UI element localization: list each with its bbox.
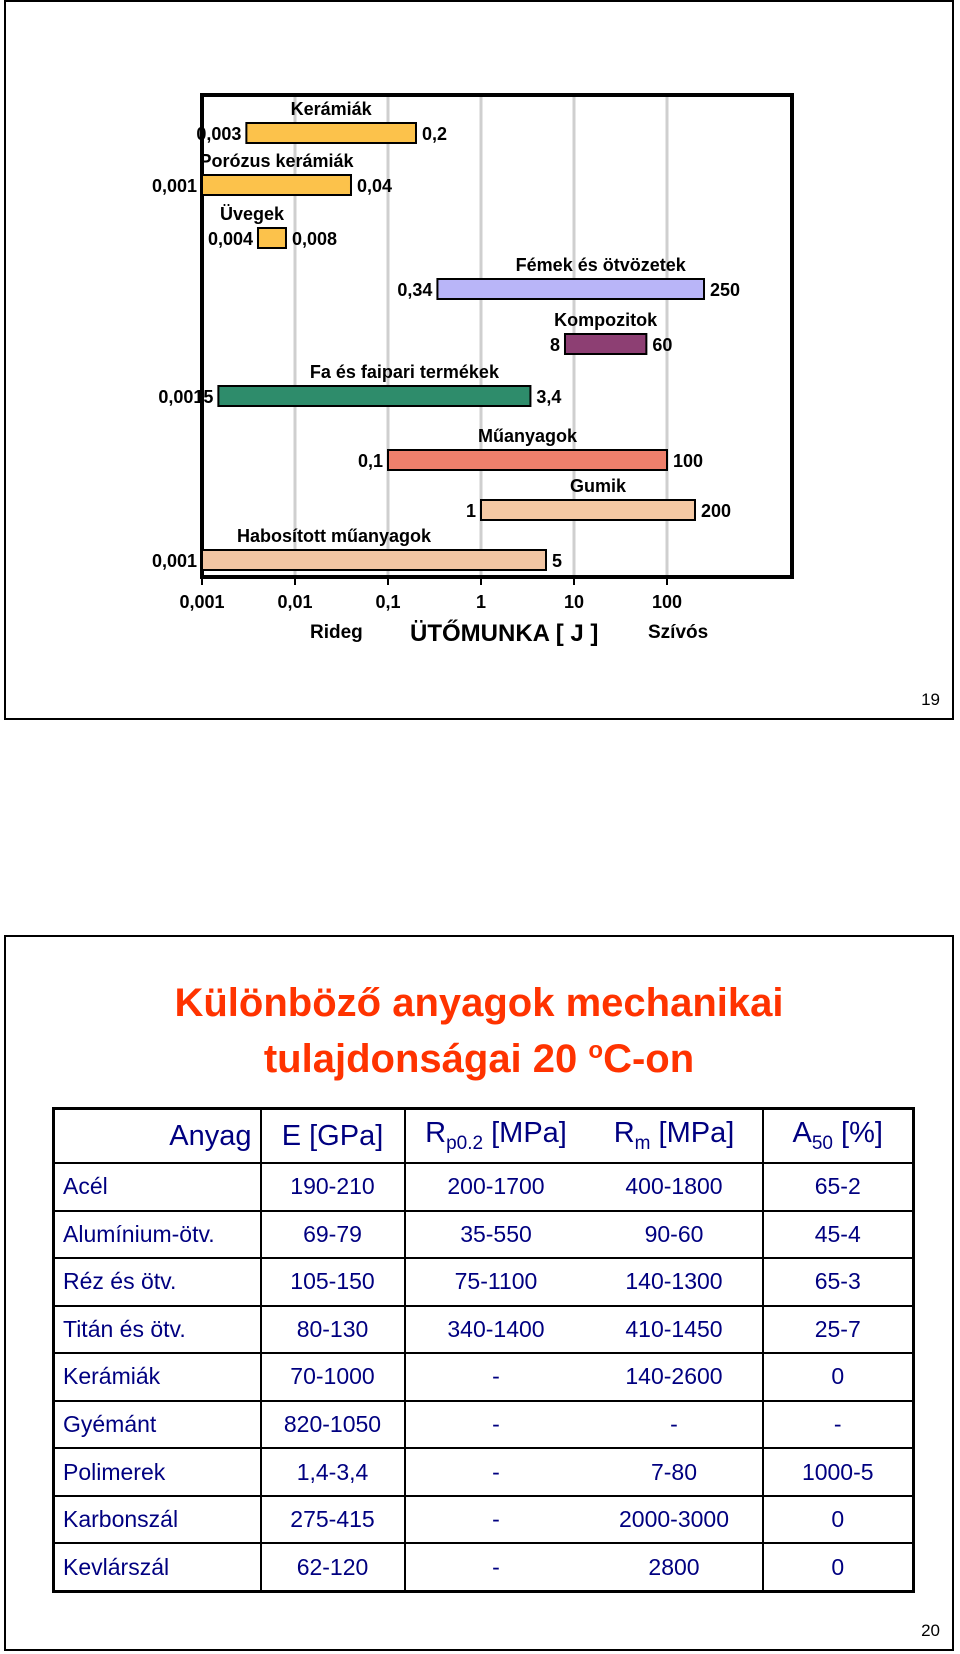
value-cell: 65-3 xyxy=(763,1258,914,1306)
value-cell: 400-1800 xyxy=(587,1163,763,1211)
value-cell: 0 xyxy=(763,1353,914,1401)
slide-20 xyxy=(4,935,954,1651)
value-cell: 140-1300 xyxy=(587,1258,763,1306)
slide-title xyxy=(6,975,952,1087)
bar-min-label: 0,001 xyxy=(151,176,197,196)
value-cell: - xyxy=(587,1401,763,1449)
value-cell: 0 xyxy=(763,1543,914,1591)
x-tick-label: 0,01 xyxy=(277,592,313,612)
value-cell: 0 xyxy=(763,1496,914,1544)
bar-min-label: 0,004 xyxy=(207,229,253,249)
value-cell: 340-1400 xyxy=(405,1306,587,1354)
value-cell: 820-1050 xyxy=(261,1401,405,1449)
x-tick-label: 0,001 xyxy=(179,592,225,612)
header-a: $A_{50}$ [%] xyxy=(763,1109,914,1164)
bar-min-label: 0,1 xyxy=(357,451,383,471)
header-e: E [GPa] xyxy=(261,1109,405,1164)
page-number: 19 xyxy=(921,690,940,709)
material-name-cell: Kevlárszál xyxy=(54,1543,261,1591)
x-note-szivos: Szívós xyxy=(648,622,709,643)
value-cell: 410-1450 xyxy=(587,1306,763,1354)
bar-max-label: 60 xyxy=(652,335,673,355)
bar-min-label: 0,003 xyxy=(196,124,242,144)
value-cell: 1000-5 xyxy=(763,1448,914,1496)
range-bar xyxy=(388,450,667,470)
material-name-cell: Alumínium-ötv. xyxy=(54,1211,261,1259)
bar-category-label: Kerámiák xyxy=(290,99,372,119)
x-tick-label: 1 xyxy=(475,592,487,612)
bar-category-label: Fémek és ötvözetek xyxy=(515,255,686,275)
value-cell: 140-2600 xyxy=(587,1353,763,1401)
table-row xyxy=(54,1496,914,1544)
page-number: 20 xyxy=(921,1621,940,1640)
range-bar xyxy=(565,334,646,354)
x-note-rideg: Rideg xyxy=(310,622,363,643)
range-bar-group xyxy=(196,99,447,144)
value-cell: 275-415 xyxy=(261,1496,405,1544)
range-bar xyxy=(202,175,351,195)
value-cell: 200-1700 xyxy=(405,1163,587,1211)
range-bar-group xyxy=(550,310,672,355)
bar-category-label: Porózus kerámiák xyxy=(199,151,354,171)
range-bar xyxy=(246,123,416,143)
bar-min-label: 0,0015 xyxy=(158,387,214,407)
bar-max-label: 100 xyxy=(673,451,704,471)
bar-min-label: 0,001 xyxy=(151,551,197,571)
bar-min-label: 8 xyxy=(549,335,560,355)
header-rp: $R_{p0.2}$ [MPa] xyxy=(405,1109,587,1164)
value-cell: 190-210 xyxy=(261,1163,405,1211)
value-cell: 90-60 xyxy=(587,1211,763,1259)
value-cell: - xyxy=(405,1496,587,1544)
value-cell: - xyxy=(763,1401,914,1449)
value-cell: 7-80 xyxy=(587,1448,763,1496)
material-name-cell: Réz és ötv. xyxy=(54,1258,261,1306)
value-cell: 70-1000 xyxy=(261,1353,405,1401)
value-cell: 75-1100 xyxy=(405,1258,587,1306)
range-bar-group xyxy=(158,362,561,407)
value-cell: 35-550 xyxy=(405,1211,587,1259)
value-cell: 2000-3000 xyxy=(587,1496,763,1544)
x-tick-label: 10 xyxy=(563,592,585,612)
bar-min-label: 0,34 xyxy=(397,280,433,300)
material-name-cell: Titán és ötv. xyxy=(54,1306,261,1354)
bar-max-label: 250 xyxy=(710,280,741,300)
range-bar-group xyxy=(466,476,731,521)
value-cell: 65-2 xyxy=(763,1163,914,1211)
material-name-cell: Karbonszál xyxy=(54,1496,261,1544)
value-cell: - xyxy=(405,1353,587,1401)
range-bar-group xyxy=(397,255,740,300)
bar-max-label: 5 xyxy=(552,551,563,571)
bar-category-label: Műanyagok xyxy=(477,426,578,446)
impact-energy-chart xyxy=(6,2,952,718)
value-cell: 1,4-3,4 xyxy=(261,1448,405,1496)
range-bar-group xyxy=(208,204,337,249)
range-bar xyxy=(218,386,530,406)
bar-category-label: Gumik xyxy=(569,476,627,496)
table-row xyxy=(54,1258,914,1306)
range-bar-group xyxy=(358,426,703,471)
bar-max-label: 3,4 xyxy=(536,387,562,407)
header-rm: $R_m$ [MPa] xyxy=(587,1109,763,1164)
table-header-row xyxy=(54,1109,914,1164)
value-cell: 69-79 xyxy=(261,1211,405,1259)
value-cell: 105-150 xyxy=(261,1258,405,1306)
value-cell: - xyxy=(405,1543,587,1591)
table-row xyxy=(54,1401,914,1449)
x-axis-label: ÜTŐMUNKA [ J ] xyxy=(410,620,599,647)
header-anyag: Anyag xyxy=(54,1109,261,1164)
bar-category-label: Üvegek xyxy=(219,204,285,224)
range-bar-group xyxy=(152,526,562,571)
table-row xyxy=(54,1211,914,1259)
x-tick-label: 100 xyxy=(651,592,683,612)
material-name-cell: Gyémánt xyxy=(54,1401,261,1449)
value-cell: 2800 xyxy=(587,1543,763,1591)
material-name-cell: Kerámiák xyxy=(54,1353,261,1401)
range-bar xyxy=(437,279,704,299)
properties-table xyxy=(52,1107,915,1593)
table-row xyxy=(54,1448,914,1496)
table-row xyxy=(54,1353,914,1401)
value-cell: - xyxy=(405,1401,587,1449)
table-row xyxy=(54,1163,914,1211)
value-cell: 25-7 xyxy=(763,1306,914,1354)
title-line-1: Különböző anyagok mechanikai xyxy=(174,981,784,1025)
bar-max-label: 0,008 xyxy=(291,229,338,249)
bar-max-label: 200 xyxy=(700,501,732,521)
range-bar xyxy=(202,550,546,570)
value-cell: 62-120 xyxy=(261,1543,405,1591)
material-name-cell: Polimerek xyxy=(54,1448,261,1496)
bar-category-label: Fa és faipari termékek xyxy=(309,362,499,382)
range-bar-group xyxy=(152,151,392,196)
bar-category-label: Kompozitok xyxy=(554,310,658,330)
value-cell: 80-130 xyxy=(261,1306,405,1354)
range-bar xyxy=(481,500,695,520)
title-line-2: tulajdonságai 20 $^o$C-on xyxy=(263,1037,695,1081)
range-bar xyxy=(258,228,286,248)
value-cell: 45-4 xyxy=(763,1211,914,1259)
x-tick-label: 0,1 xyxy=(375,592,401,612)
bar-min-label: 1 xyxy=(465,501,476,521)
material-name-cell: Acél xyxy=(54,1163,261,1211)
bar-category-label: Habosított műanyagok xyxy=(236,526,432,546)
bar-max-label: 0,2 xyxy=(421,124,448,144)
table-row xyxy=(54,1306,914,1354)
value-cell: - xyxy=(405,1448,587,1496)
bar-max-label: 0,04 xyxy=(356,176,393,196)
table-row xyxy=(54,1543,914,1591)
slide-19 xyxy=(4,0,954,720)
